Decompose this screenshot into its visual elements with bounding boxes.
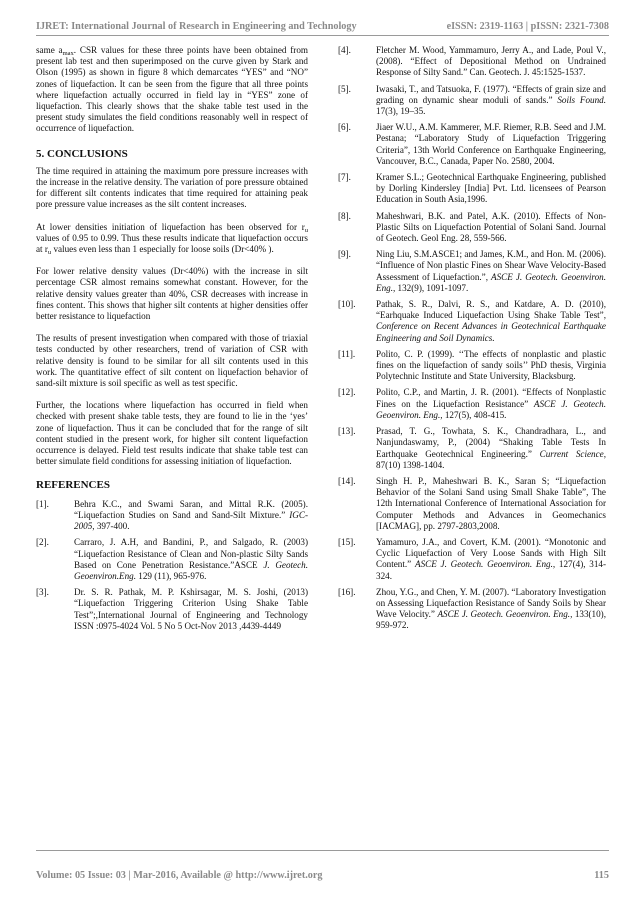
reference-number: [16]. <box>338 586 356 597</box>
conclusion-paragraph-2: At lower densities initiation of liquefaction has been observed for $r_u$ values of 0.95 to 0.99. Thus these results indicate that liquefaction occurs at $r_u$ values even less than 1 especially for loose soils (Dr<40% ). <box>36 221 308 257</box>
conclusion-paragraph-5: Further, the locations where liquefaction has occurred in field when checked with present shake table tests, they are found to lie in the ‘yes’ zone of liquefaction. Thus it can be concluded that for the range of silt content studied in the present work, for higher silt content liquefaction occurrence is delayed. Field test results indicate that shake table test can better simulate field conditions for assessing initiation of liquefaction. <box>36 400 308 467</box>
references-heading: REFERENCES <box>36 478 110 491</box>
journal-title: IJRET: International Journal of Research in Engineering and Technology <box>36 21 357 32</box>
page-number: 115 <box>594 870 609 881</box>
running-footer <box>36 850 609 881</box>
reference-item <box>36 587 308 632</box>
reference-number: [1]. <box>36 498 49 509</box>
reference-item <box>338 426 606 471</box>
reference-item <box>338 84 606 118</box>
reference-number: [2]. <box>36 537 49 548</box>
reference-item <box>338 211 606 245</box>
reference-text: Fletcher M. Wood, Yammamuro, Jerry A., and Lade, Poul V., (2008). “Effect of Depositional Method on Undrained Response of Silty Sand.” Can. Geotech. J. 45:1525-1537. <box>376 45 606 78</box>
reference-text: Zhou, Y.G., and Chen, Y. M. (2007). “Laboratory Investigation on Assessing Liquefaction Resistance of Sandy Soils by Shear Wave Velocity.” ASCE J. Geotech. Geoenviron. Eng., 133(10), 959-972. <box>376 586 607 631</box>
reference-number: [14]. <box>338 475 356 486</box>
reference-number: [15]. <box>338 536 356 547</box>
reference-item <box>338 249 606 294</box>
reference-text: Kramer S.L.; Geotechnical Earthquake Engineering, published by Dorling Kindersley [India] Pvt. Ltd. licensees of Pearson Education in South Asia,1996. <box>376 172 606 205</box>
reference-text: Behra K.C., and Swami Saran, and Mittal R.K. (2005). “Liquefaction Studies on Sand and Sand-Silt Mixture.” IGC-2005, 397-400. <box>74 498 308 532</box>
reference-text: Singh H. P., Maheshwari B. K., Saran S; “Liquefaction Behavior of the Solani Sand using Small Shake Table”, The 12th International Conference of International Association for Computer Methods and Advances in Geomechanics [IACMAG], pp. 2797-2803,2008. <box>376 475 606 531</box>
reference-item <box>36 499 308 533</box>
reference-text: Carraro, J. A.H, and Bandini, P., and Salgado, R. (2003) “Liquefaction Resistance of Clean and Non-plastic Silty Sands Based on Cone Penetration Resistance.”ASCE J. Geotech. Geoenviron.Eng. 129 (11), 965-976. <box>74 537 309 581</box>
reference-item <box>338 476 606 532</box>
paragraph-intro: same $a_{max}$. CSR values for these three points have been obtained from present lab test and then superimposed on the curve given by Stark and Olson (1995) as shown in figure 8 which demarcates “YES” and “NO” zones of liquefaction. It can be seen from the figure that all three points where liquefaction actually occurred in field lay in “YES” zone of liquefaction. This clearly shows that the shake table test used in the present study simulates the field conditions reasonably well in respect of occurrence of liquefaction. <box>36 45 308 134</box>
reference-item <box>338 387 606 421</box>
reference-item <box>338 122 606 167</box>
left-column <box>36 45 308 637</box>
conclusion-paragraph-1: The time required in attaining the maximum pore pressure increases with the increase in the relative density. The variation of pore pressure obtained for different silt contents indicates that time required for attaining peak pore pressure value increases as the silt content increases. <box>36 165 308 210</box>
reference-list-right <box>338 45 606 632</box>
volume-info: Volume: 05 Issue: 03 | Mar-2016, Available @ http://www.ijret.org <box>36 870 323 881</box>
reference-number: [3]. <box>36 587 49 598</box>
reference-number: [11]. <box>338 348 356 359</box>
reference-text: Polito, C. P. (1999). ‘‘The effects of nonplastic and plastic fines on the liquefaction of sandy soils’’ PhD thesis, Virginia Polytechnic Institute and State University, Blacksburg. <box>376 348 606 382</box>
reference-number: [12]. <box>338 387 356 398</box>
running-header <box>36 12 609 36</box>
right-column <box>338 45 606 637</box>
reference-number: [5]. <box>338 83 351 94</box>
reference-item <box>338 172 606 206</box>
reference-number: [9]. <box>338 249 351 260</box>
reference-text: Pathak, S. R., Dalvi, R. S., and Katdare, A. D. (2010), “Earhquake Induced Liquefaction Using Shake Table Test”, Conference on Recent Advances in Geotechnical Earthquake Engineering and Soil Dynamics. <box>376 299 606 343</box>
reference-number: [13]. <box>338 426 356 437</box>
reference-text: Prasad, T. G., Towhata, S. K., Chandradhara, L., and Nanjundaswamy, P., (2004) “Shaking Table Tests In Earthquake Geotechnical Engineering.” Current Science, 87(10) 1398-1404. <box>376 426 606 470</box>
conclusions-heading: 5. CONCLUSIONS <box>36 147 128 160</box>
reference-number: [6]. <box>338 122 351 133</box>
reference-text: Polito, C.P., and Martin, J. R. (2001). “Effects of Nonplastic Fines on the Liquefaction Resistance” ASCE J. Geotech. Geoenviron. Eng., 127(5), 408-415. <box>376 387 606 420</box>
conclusion-paragraph-4: The results of present investigation when compared with those of triaxial tests conducted by other researchers, trend of variation of CSR with relative density is found to be similar for all silt contents used in this work. The quantitative effect of silt content on liquefaction behavior of sand-silt mixture is soil specific as well as test specific. <box>36 333 308 389</box>
reference-text: Ning Liu, S.M.ASCE1; and James, K.M., and Hon. M. (2006). “Influence of Non plastic Fines on Shear Wave Velocity-Based Assessment of Liquefaction.”, ASCE J. Geotech. Geoenviron. Eng., 132(9), 1091-1097. <box>376 249 606 293</box>
conclusion-paragraph-3: For lower relative density values (Dr<40%) with the increase in silt percentage CSR almost remains somewhat constant. However, for the relative density values greater than 40%, CSR decreases with increase in fines content. This shows that higher silt contents at higher densities offer better resistance to liquefaction <box>36 266 308 322</box>
reference-number: [4]. <box>338 45 351 55</box>
reference-text: Maheshwari, B.K. and Patel, A.K. (2010). Effects of Non-Plastic Silts on Liquefaction Potential of Solani Sand. Journal of Geotech. Geol Eng. 28, 559-566. <box>376 210 606 244</box>
reference-text: Iwasaki, T., and Tatsuoka, F. (1977). “Effects of grain size and grading on dynamic shear moduli of sands.” Soils Found. 17(3), 19–35. <box>376 83 606 117</box>
reference-number: [8]. <box>338 210 351 221</box>
reference-item <box>338 537 606 582</box>
reference-item <box>338 349 606 383</box>
reference-item <box>338 587 606 632</box>
issn-info: eISSN: 2319-1163 | pISSN: 2321-7308 <box>446 21 609 32</box>
reference-number: [7]. <box>338 172 351 183</box>
reference-item <box>338 299 606 344</box>
reference-item <box>338 45 606 79</box>
reference-text: Yamamuro, J.A., and Covert, K.M. (2001). “Monotonic and Cyclic Liquefaction of Very Loose Sands with High Silt Content.” ASCE J. Geotech. Geoenviron. Eng., 127(4), 314-324. <box>376 536 606 581</box>
reference-item <box>36 537 308 582</box>
reference-list-left <box>36 499 308 632</box>
reference-text: Jiaer W.U., A.M. Kammerer, M.F. Riemer, R.B. Seed and J.M. Pestana; “Laboratory Study of Liquefaction Triggering Criteria”, 13th World Conference on Earthquake Engineering, Vancouver, B.C., Canada, Paper No. 2580, 2004. <box>376 122 606 166</box>
reference-text: Dr. S. R. Pathak, M. P. Kshirsagar, M. S. Joshi, (2013) “Liquefaction Triggering Criterion Using Shake Table Test”;,International Journal of Engineering and Technology ISSN :0975-4024 Vol. 5 No 5 Oct-Nov 2013 ,4439-4449 <box>74 587 308 631</box>
reference-number: [10]. <box>338 299 356 310</box>
